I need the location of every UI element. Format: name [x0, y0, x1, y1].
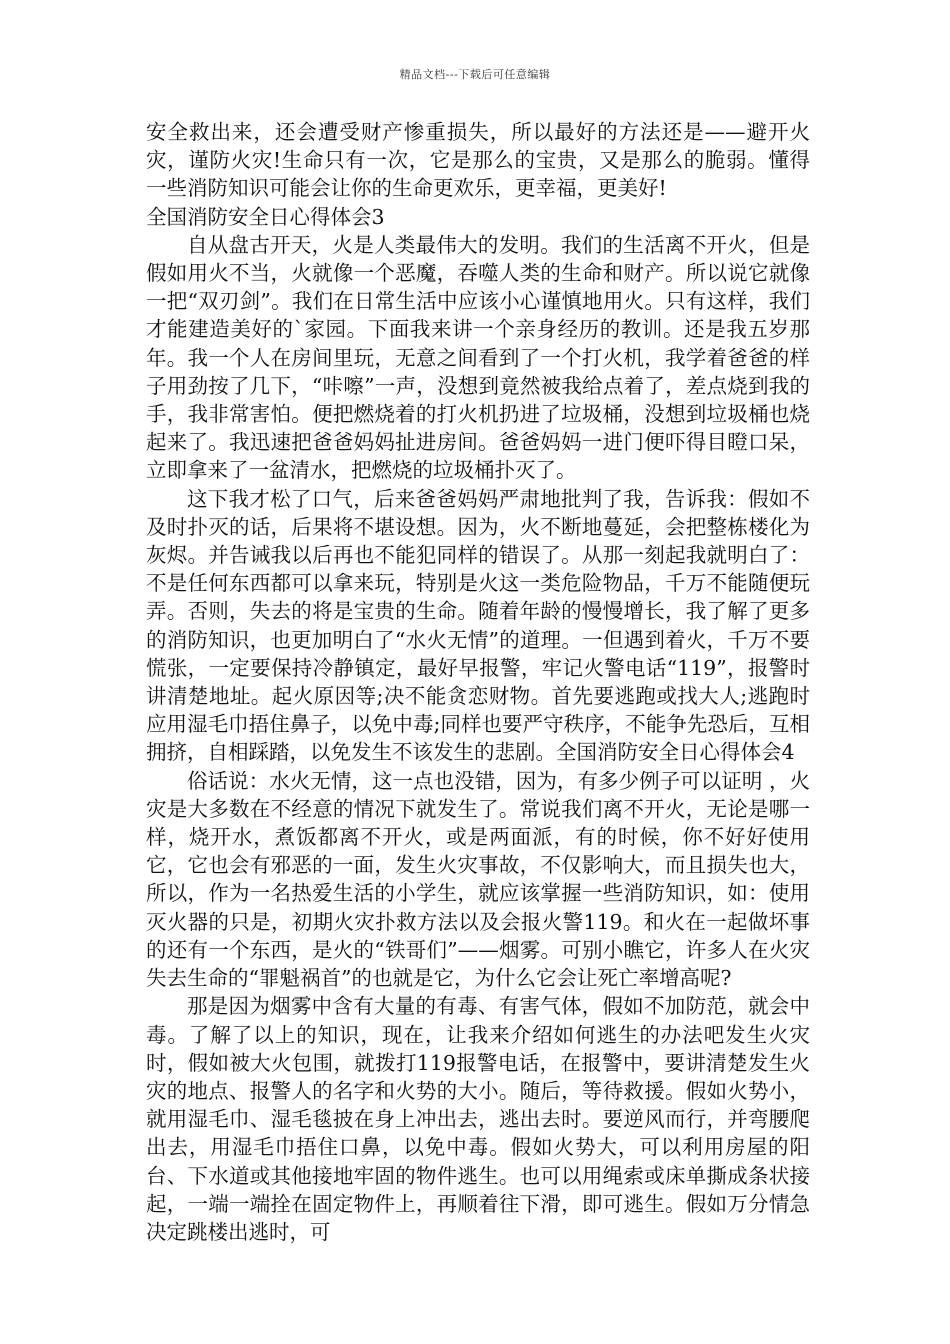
paragraph-3: 这下我才松了口气，后来爸爸妈妈严肃地批判了我，告诉我：假如不及时扑灭的话，后果将不堪设想。因为，火不断地蔓延，会把整栋楼化为灰烬。并告诫我以后再也不能犯同样的错误了。从那一刻起我就明白了：不是任何东西都可以拿来玩，特别是火这一类危险物品，千万不能随便玩弄。否则，失去的将是宝贵的生命。随着年龄的慢慢增长，我了解了更多的消防知识，也更加明白了“水火无情”的道理。一但遇到着火，千万不要慌张，一定要保持冷静镇定，最好早报警，牢记火警电话“119”，报警时讲清楚地址。起火原因等;决不能贪恋财物。首先要逃跑或找大人;逃跑时应用湿毛巾捂住鼻子，以免中毒;同样也要严守秩序，不能争先恐后，互相拥挤，自相踩踏，以免发生不该发生的悲剧。全国消防安全日心得体会4 — [146, 486, 810, 765]
paragraph-5: 那是因为烟雾中含有大量的有毒、有害气体，假如不加防范，就会中毒。了解了以上的知识，现在，让我来介绍如何逃生的办法吧发生火灾时，假如被大火包围，就拨打119报警电话，在报警中，要讲清楚发生火灾的地点、报警人的名字和火势的大小。随后，等待救援。假如火势小，就用湿毛巾、湿毛毯披在身上冲出去，逃出去时。要逆风而行，并弯腰爬出去，用湿毛巾捂住口鼻，以免中毒。假如火势大，可以利用房屋的阳台、下水道或其他接地牢固的物件逃生。也可以用绳索或床单撕成条状接起，一端一端拴在固定物件上，再顺着往下滑，即可逃生。假如万分情急决定跳楼出逃时，可 — [146, 994, 810, 1244]
paragraph-1: 安全救出来，还会遭受财产惨重损失，所以最好的方法还是——避开火灾，谨防火灾!生命只有一次，它是那么的宝贵，又是那么的脆弱。懂得一些消防知识可能会让你的生命更欢乐，更幸福，更美好! — [146, 120, 810, 201]
paragraph-2: 自从盘古开天，火是人类最伟大的发明。我们的生活离不开火，但是假如用火不当，火就像一个恶魔，吞噬人类的生命和财产。所以说它就像一把“双刃剑”。我们在日常生活中应该小心谨慎地用火。只有这样，我们才能建造美好的`家园。下面我来讲一个亲身经历的教训。还是我五岁那年。我一个人在房间里玩，无意之间看到了一个打火机，我学着爸爸的样子用劲按了几下，“咔嚓”一声，没想到竟然被我给点着了，差点烧到我的手，我非常害怕。便把燃烧着的打火机扔进了垃圾桶，没想到垃圾桶也烧起来了。我迅速把爸爸妈妈扯进房间。爸爸妈妈一进门便吓得目瞪口呆，立即拿来了一盆清水，把燃烧的垃圾桶扑灭了。 — [146, 232, 810, 483]
section-heading-3: 全国消防安全日心得体会3 — [146, 204, 385, 229]
paragraph-4: 俗话说：水火无情，这一点也没错，因为，有多少例子可以证明 ，火灾是大多数在不经意的情况下就发生了。常说我们离不开火，无论是哪一样，烧开水，煮饭都离不开火，或是两面派，有的时候，你不好好使用它，它也会有邪恶的一面，发生火灾事故，不仅影响大，而且损失也大，所以，作为一名热爱生活的小学生，就应该掌握一些消防知识，如：使用灭火器的只是，初期火灾扑救方法以及会报火警119。和火在一起做坏事的还有一个东西，是火的“铁哥们”——烟雾。可别小瞧它，许多人在火灾失去生命的“罪魁祸首”的也就是它，为什么它会让死亡率增高呢? — [146, 768, 810, 991]
page-header: 精品文档---下载后可任意编辑 — [399, 68, 551, 81]
document-body — [146, 118, 810, 1246]
